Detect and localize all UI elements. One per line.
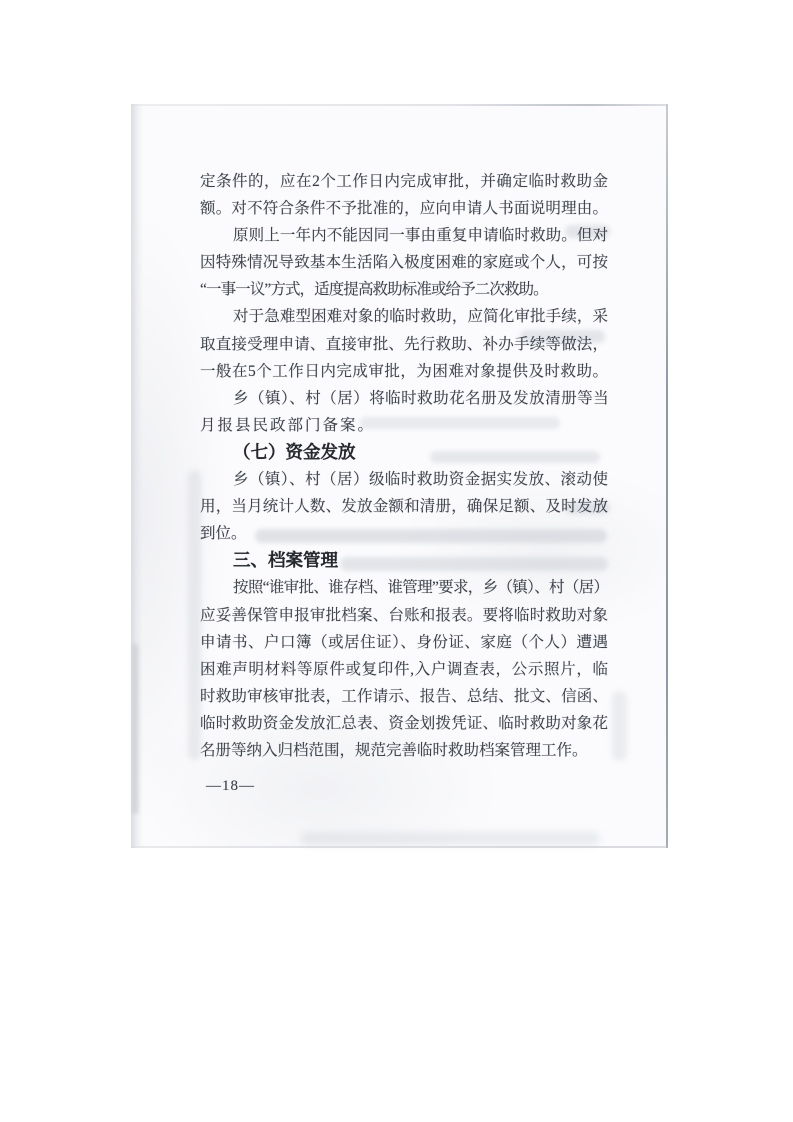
- bleed-artifact: [612, 691, 627, 761]
- spine-smudge: [133, 644, 138, 814]
- text-line: 乡（镇）、村（居）将临时救助花名册及发放清册等当: [233, 389, 608, 407]
- text-line: 定条件的，应在2个工作日内完成审批，并确定临时救助金: [200, 173, 608, 190]
- scanned-page: [131, 104, 667, 848]
- section-heading: （七）资金发放: [233, 441, 356, 462]
- text-line: 一般在5个工作日内完成审批，为困难对象提供及时救助。: [200, 362, 608, 380]
- text-line: 乡（镇）、村（居）级临时救助资金据实发放、滚动使: [233, 471, 608, 489]
- page-right-edge: [666, 104, 668, 848]
- text-line: 临时救助资金发放汇总表、资金划拨凭证、临时救助对象花: [200, 714, 608, 732]
- text-line: “一事一议”方式，适度提高救助标准或给予二次救助。: [200, 281, 548, 299]
- text-line: 额。对不符合条件不予批准的，应向申请人书面说明理由。: [200, 200, 608, 218]
- page-top-edge: [131, 104, 667, 106]
- text-line: 困难声明材料等原件或复印件,入户调查表，公示照片，临: [200, 660, 608, 678]
- text-line: 到位。: [200, 525, 247, 543]
- bleed-artifact: [300, 832, 600, 845]
- text-line: 申请书、户口簿（或居住证）、身份证、家庭（个人）遭遇: [200, 633, 608, 651]
- text-line: 按照“谁审批、谁存档、谁管理”要求，乡（镇）、村（居）: [233, 579, 608, 597]
- document-text: [200, 168, 608, 764]
- text-line: 时救助审核审批表，工作请示、报告、总结、批文、信函、: [200, 687, 608, 705]
- text-line: 取直接受理申请、直接审批、先行救助、补办手续等做法，: [200, 335, 608, 353]
- page-bottom-edge: [131, 846, 667, 848]
- text-line: 对于急难型困难对象的临时救助，应简化审批手续，采: [233, 308, 608, 326]
- text-line: 用，当月统计人数、发放金额和清册，确保足额、及时发放: [200, 498, 608, 516]
- text-line: 应妥善保管申报审批档案、台账和报表。要将临时救助对象: [200, 606, 608, 624]
- text-line: 因特殊情况导致基本生活陷入极度困难的家庭或个人，可按: [200, 254, 608, 272]
- page-number: —18—: [206, 778, 255, 794]
- section-heading: 三、档案管理: [233, 550, 338, 571]
- text-line: 名册等纳入归档范围，规范完善临时救助档案管理工作。: [200, 741, 588, 759]
- text-line: 月报县民政部门备案。: [200, 416, 376, 434]
- text-line: 原则上一年内不能因同一事由重复申请临时救助。但对: [233, 227, 608, 245]
